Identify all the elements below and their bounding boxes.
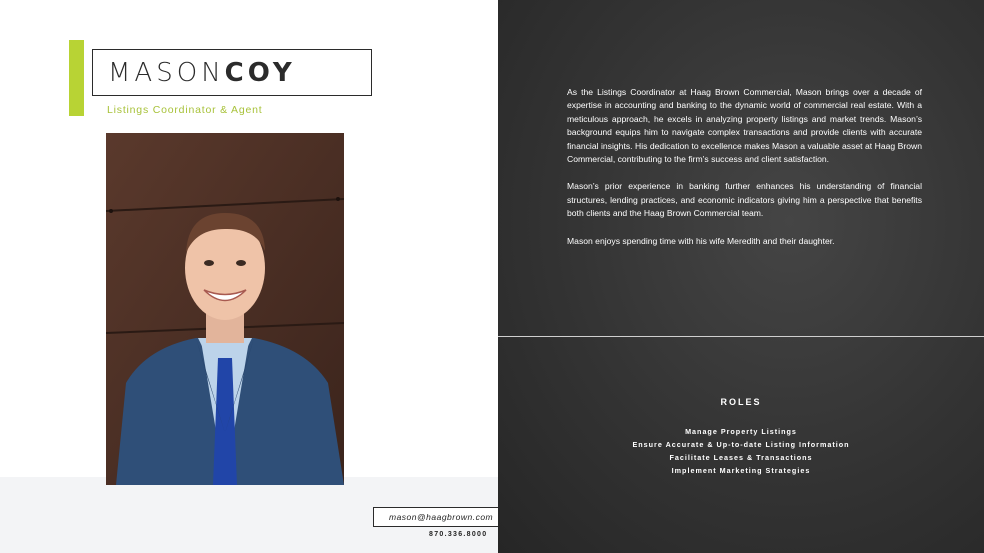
email-box: [373, 507, 498, 527]
name-box: [92, 49, 372, 96]
bio-paragraph: Mason’s prior experience in banking further enhances his understanding of financial structures, lending practices, and economic indicators giving him a perspective that benefits both clients and the Haag Brown Commercial team.: [567, 181, 922, 219]
profile-name: [108, 58, 296, 88]
headshot-illustration: [106, 133, 344, 485]
profile-photo: [106, 133, 344, 485]
accent-bar: [69, 40, 84, 116]
first-name: MASON: [108, 58, 225, 88]
roles-list: [498, 425, 984, 477]
role-item: Implement Marketing Strategies: [671, 466, 811, 475]
section-divider: [498, 336, 984, 337]
role-item: Ensure Accurate & Up-to-date Listing Information: [632, 440, 850, 449]
bio-paragraph: As the Listings Coordinator at Haag Brown Commercial, Mason brings over a decade of expertise in accounting and banking to the dynamic world of commercial real estate. With a meticulous approach, he excels in analyzing property listings and market trends. Mason’s background equips him to navigate complex transactions and provide clients with accurate financial insights. His dedication to excellence makes Mason a valuable asset at Haag Brown Commercial, contributing to the firm’s success and client satisfaction.: [567, 87, 922, 165]
bio-section: [567, 86, 922, 262]
roles-heading: ROLES: [720, 397, 762, 407]
job-title: Listings Coordinator & Agent: [107, 104, 263, 116]
bio-right-panel: [498, 0, 984, 553]
email-link[interactable]: mason@haagbrown.com: [389, 512, 494, 522]
last-name: COY: [224, 58, 296, 88]
phone-number[interactable]: 870.336.8000: [429, 531, 488, 538]
role-item: Manage Property Listings: [685, 427, 797, 436]
bio-paragraph: Mason enjoys spending time with his wife Meredith and their daughter.: [567, 235, 835, 246]
role-item: Facilitate Leases & Transactions: [669, 453, 813, 462]
